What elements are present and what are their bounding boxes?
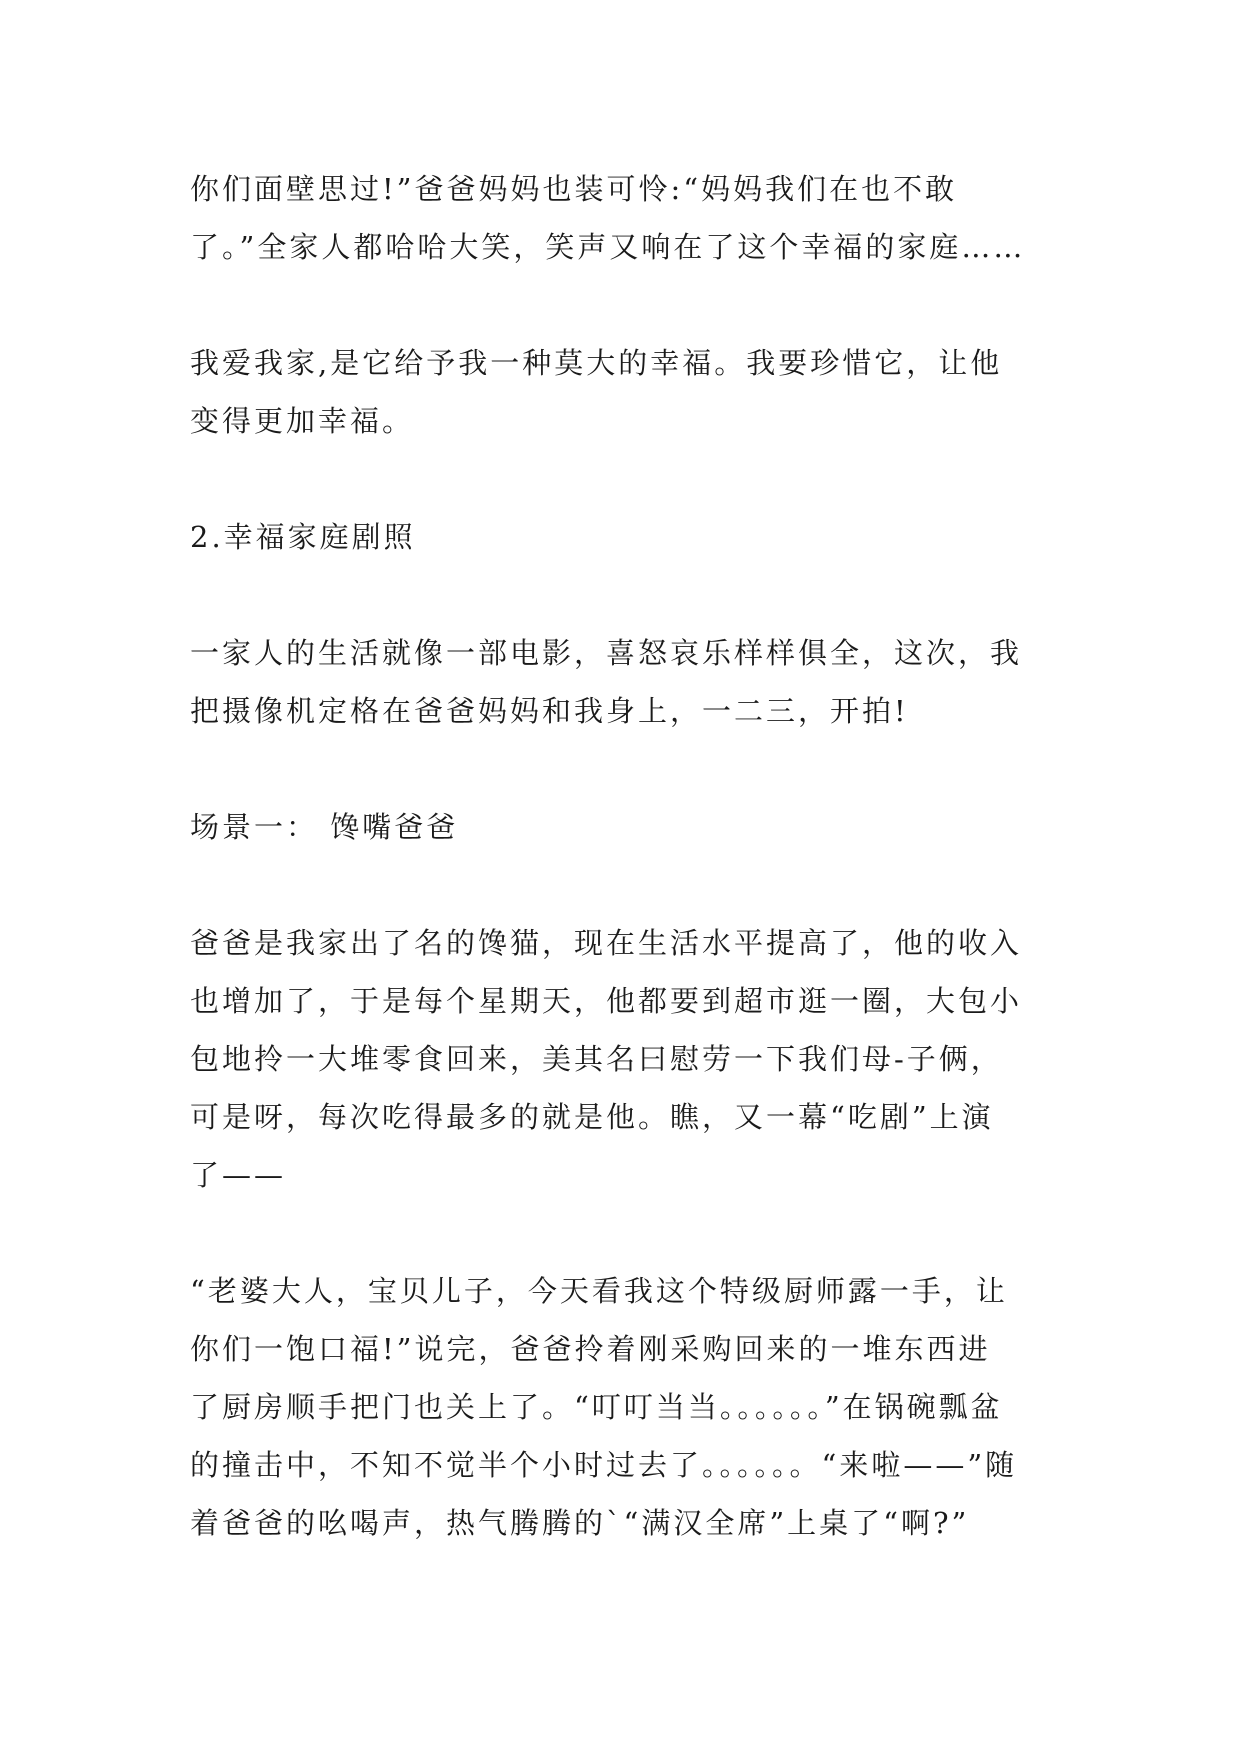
paragraph-spacer <box>190 856 1055 914</box>
paragraph-spacer <box>190 740 1055 798</box>
paragraph-spacer <box>190 566 1055 624</box>
paragraph-spacer <box>190 450 1055 508</box>
scene-title-text: 场景一： 馋嘴爸爸 <box>190 810 459 844</box>
scene-title <box>190 798 1055 856</box>
text-line: 我爱我家,是它给予我一种莫大的幸福。我要珍惜它，让他 <box>190 346 1003 380</box>
text-line: 爸爸是我家出了名的馋猫，现在生活水平提高了，他的收入 <box>190 926 1023 960</box>
paragraph-ending-scene <box>190 160 1055 276</box>
paragraph-dad-cooks <box>190 1262 1055 1552</box>
section-heading <box>190 508 1055 566</box>
text-line: 把摄像机定格在爸爸妈妈和我身上，一二三，开拍! <box>190 694 909 728</box>
paragraph-love-my-home <box>190 334 1055 450</box>
heading-text: 2.幸福家庭剧照 <box>190 520 416 554</box>
text-line: 一家人的生活就像一部电影，喜怒哀乐样样俱全，这次，我 <box>190 636 1023 670</box>
text-line: 包地拎一大堆零食回来，美其名曰慰劳一下我们母-子俩， <box>190 1042 1003 1076</box>
document-body <box>190 160 1055 1552</box>
text-line: 也增加了，于是每个星期天，他都要到超市逛一圈，大包小 <box>190 984 1023 1018</box>
paragraph-spacer <box>190 1204 1055 1262</box>
text-line: 你们面壁思过!”爸爸妈妈也装可怜:“妈妈我们在也不敢 <box>190 172 958 206</box>
text-line: 着爸爸的吆喝声，热气腾腾的`“满汉全席”上桌了“啊?” <box>190 1506 970 1540</box>
text-line: 你们一饱口福!”说完，爸爸拎着刚采购回来的一堆东西进 <box>190 1332 991 1366</box>
text-line: 了厨房顺手把门也关上了。“叮叮当当。。。。。。”在锅碗瓢盆 <box>190 1390 1003 1424</box>
paragraph-spacer <box>190 276 1055 334</box>
text-line: 了。”全家人都哈哈大笑，笑声又响在了这个幸福的家庭…… <box>190 230 1026 264</box>
text-line: “老婆大人，宝贝儿子，今天看我这个特级厨师露一手，让 <box>190 1274 1008 1308</box>
text-line: 了—— <box>190 1158 287 1192</box>
paragraph-family-movie <box>190 624 1055 740</box>
text-line: 的撞击中，不知不觉半个小时过去了。。。。。。“来啦——”随 <box>190 1448 1018 1482</box>
paragraph-greedy-dad <box>190 914 1055 1204</box>
text-line: 变得更加幸福。 <box>190 404 415 438</box>
text-line: 可是呀，每次吃得最多的就是他。瞧，又一幕“吃剧”上演 <box>190 1100 994 1134</box>
